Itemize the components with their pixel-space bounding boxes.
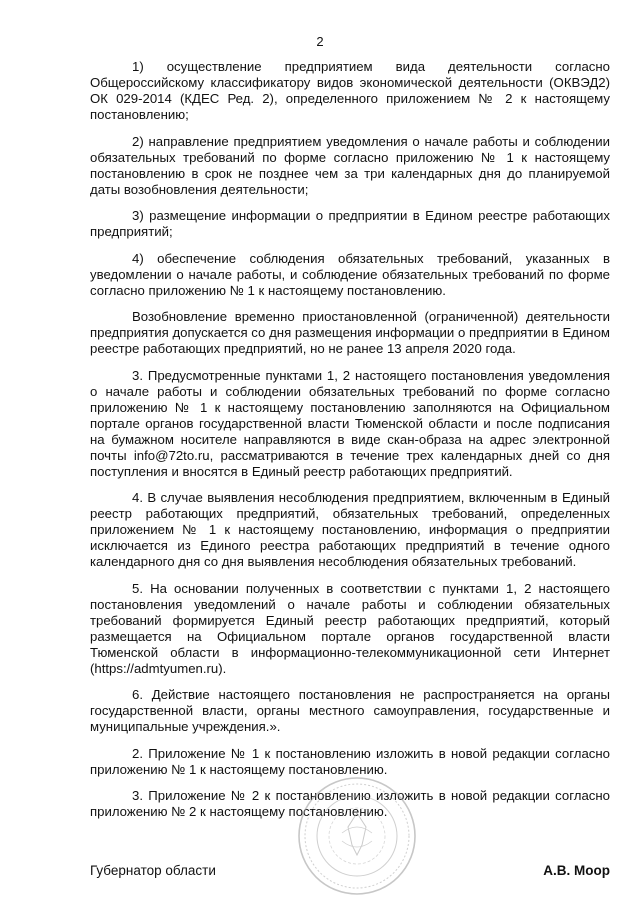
paragraph-clause-4: 4) обеспечение соблюдения обязательных требований, указанных в уведомлении о начале работы, и соблюдение обязательных требований по форме согласно приложению № 1 к настоящему постановлению. xyxy=(90,250,610,298)
governor-name: А.В. Моор xyxy=(543,863,610,878)
paragraph-appendix-2: 3. Приложение № 2 к постановлению изложить в новой редакции согласно приложению № 2 к настоящему постановлению. xyxy=(90,788,610,819)
paragraph-resumption: Возобновление временно приостановленной (ограниченной) деятельности предприятия допускается со дня размещения информации о предприятии в Едином реестре работающих предприятий, но не ранее 13 апреля 2020 года. xyxy=(90,309,610,356)
paragraph-item-4: 4. В случае выявления несоблюдения предприятием, включенным в Единый реестр работающих предприятий, обязательных требований, определенных приложением № 1 к настоящему постановлению, информация о предприятии исключается из Единого реестра работающих предприятий в течение одного календарного дня со дня выявления несоблюдения обязательных требований. xyxy=(90,490,610,569)
governor-title: Губернатор области xyxy=(90,863,216,878)
page-number: 2 xyxy=(316,34,324,49)
signature-block xyxy=(90,863,610,881)
paragraph-item-3: 3. Предусмотренные пунктами 1, 2 настоящего постановления уведомления о начале работы и соблюдении обязательных требований по форме согласно приложению № 1 к настоящему постановлению заполняются на Официальном портале органов государственной власти Тюменской области и после подписания на бумажном носителе направляются в виде скан-образа на адрес электронной почты info@72to.ru, рассматриваются в течение трех календарных дней со дня поступления и вносятся в Единый реестр работающих предприятий. xyxy=(90,367,610,479)
document-body xyxy=(90,59,610,831)
paragraph-item-6: 6. Действие настоящего постановления не распространяется на органы государственной власти, органы местного самоуправления, государственные и муниципальные учреждения.». xyxy=(90,687,610,734)
paragraph-clause-2: 2) направление предприятием уведомления о начале работы и соблюдении обязательных требований по форме согласно приложению № 1 к настоящему постановлению в срок не позднее чем за три календарных дня до планируемой даты возобновления деятельности; xyxy=(90,133,610,197)
paragraph-clause-3: 3) размещение информации о предприятии в Едином реестре работающих предприятий; xyxy=(90,208,610,239)
paragraph-item-5: 5. На основании полученных в соответствии с пунктами 1, 2 настоящего постановления уведомлений о начале работы и соблюдении обязательных требований формируется Единый реестр работающих предприятий, который размещается на Официальном портале органов государственной власти Тюменской области в информационно-телекоммуникационной сети Интернет (https://admtyumen.ru). xyxy=(90,580,610,676)
paragraph-clause-1: 1) осуществление предприятием вида деятельности согласно Общероссийскому классификатору видов экономической деятельности (ОКВЭД2) ОК 029-2014 (КДЕС Ред. 2), определенного приложением № 2 к настоящему постановлению; xyxy=(90,59,610,122)
paragraph-appendix-1: 2. Приложение № 1 к постановлению изложить в новой редакции согласно приложению № 1 к настоящему постановлению. xyxy=(90,745,610,777)
